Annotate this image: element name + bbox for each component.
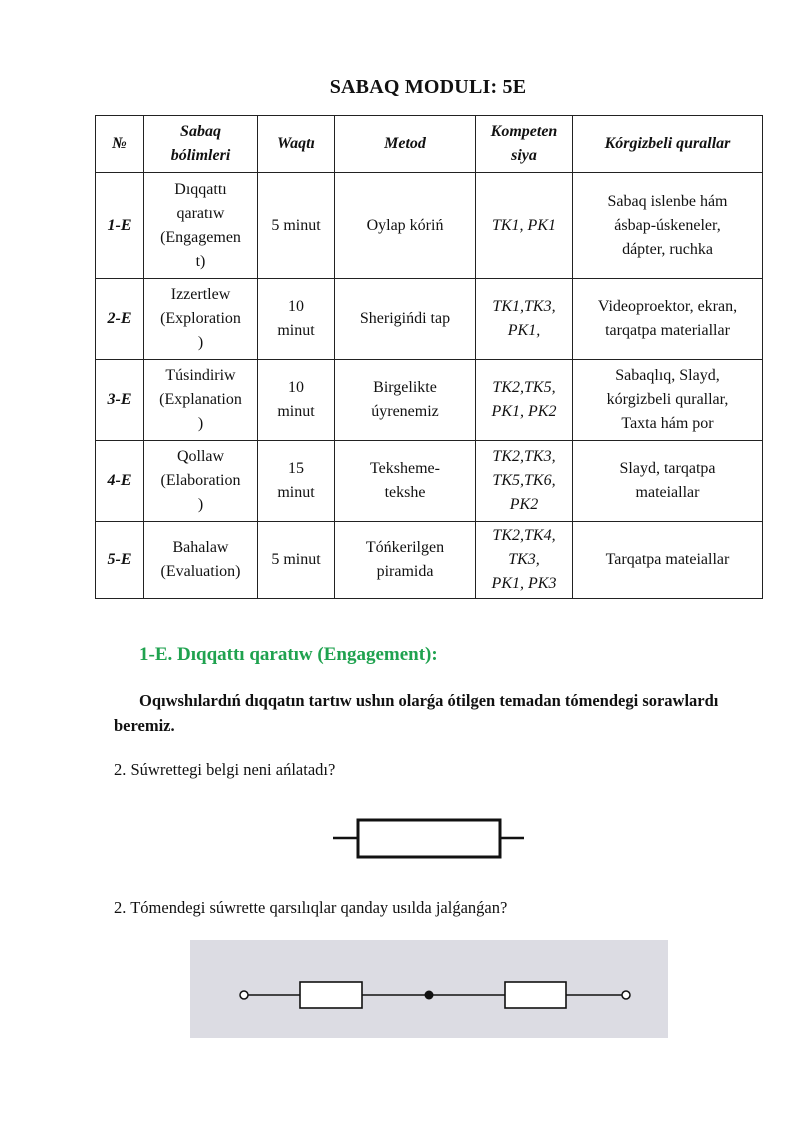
row-competency: TK2,TK5, PK1, PK2 <box>476 360 573 441</box>
row-part: Qollaw (Elaboration ) <box>144 441 258 522</box>
table-header-row <box>96 116 763 173</box>
row-time: 10 minut <box>258 360 335 441</box>
row-time: 15 minut <box>258 441 335 522</box>
row-part: Izzertlew (Exploration ) <box>144 279 258 360</box>
series-resistors-diagram <box>190 940 668 1038</box>
table-row <box>96 522 763 599</box>
row-number: 1-E <box>96 173 144 279</box>
row-method: Tóńkerilgen piramida <box>335 522 476 599</box>
row-time: 10 minut <box>258 279 335 360</box>
row-method: Teksheme- tekshe <box>335 441 476 522</box>
table-row <box>96 441 763 522</box>
table-row <box>96 279 763 360</box>
row-part: Túsindiriw (Explanation ) <box>144 360 258 441</box>
terminal-left-icon <box>240 991 248 999</box>
row-part: Bahalaw (Evaluation) <box>144 522 258 599</box>
row-part: Dıqqattı qaratıw (Engagemen t) <box>144 173 258 279</box>
row-competency: TK1,TK3, PK1, <box>476 279 573 360</box>
lesson-plan-table <box>95 115 763 599</box>
header-lesson-parts: Sabaq bólimleri <box>144 116 258 173</box>
header-number: № <box>96 116 144 173</box>
question-2: 2. Tómendegi súwrette qarsılıqlar qanday usılda jalǵanǵan? <box>114 898 508 917</box>
row-method: Oylap kóriń <box>335 173 476 279</box>
page-title: SABAQ MODULI: 5E <box>329 76 527 98</box>
diagram-background <box>190 940 668 1038</box>
resistor-2-icon <box>505 982 566 1008</box>
section-heading: 1-E. Dıqqattı qaratıw (Engagement): <box>139 644 438 665</box>
intro-paragraph: Oqıwshılardıń dıqqatın tartıw ushın olarǵa ótilgen temadan tómendegi sorawlardı beremiz. <box>114 691 719 735</box>
terminal-right-icon <box>622 991 630 999</box>
question-1: 2. Súwrettegi belgi neni ańlatadı? <box>114 760 336 779</box>
row-number: 2-E <box>96 279 144 360</box>
row-time: 5 minut <box>258 173 335 279</box>
resistor-icon <box>330 812 530 864</box>
row-number: 4-E <box>96 441 144 522</box>
row-number: 5-E <box>96 522 144 599</box>
row-competency: TK2,TK4, TK3, PK1, PK3 <box>476 522 573 599</box>
table-row <box>96 173 763 279</box>
row-tools: Sabaqlıq, Slayd, kórgizbeli qurallar, Taxta hám por <box>573 360 763 441</box>
row-tools: Sabaq islenbe hám ásbap-úskeneler, dápter, ruchka <box>573 173 763 279</box>
row-method: Sherigińdi tap <box>335 279 476 360</box>
header-tools: Kórgizbeli qurallar <box>573 116 763 173</box>
header-method: Metod <box>335 116 476 173</box>
row-time: 5 minut <box>258 522 335 599</box>
row-number: 3-E <box>96 360 144 441</box>
row-competency: TK1, PK1 <box>476 173 573 279</box>
junction-node-icon <box>425 991 434 1000</box>
header-competency: Kompeten siya <box>476 116 573 173</box>
table-row <box>96 360 763 441</box>
header-time: Waqtı <box>258 116 335 173</box>
row-method: Birgelikte úyrenemiz <box>335 360 476 441</box>
row-tools: Tarqatpa mateiallar <box>573 522 763 599</box>
resistor-1-icon <box>300 982 362 1008</box>
row-competency: TK2,TK3, TK5,TK6, PK2 <box>476 441 573 522</box>
row-tools: Videoproektor, ekran, tarqatpa materiallar <box>573 279 763 360</box>
row-tools: Slayd, tarqatpa mateiallar <box>573 441 763 522</box>
